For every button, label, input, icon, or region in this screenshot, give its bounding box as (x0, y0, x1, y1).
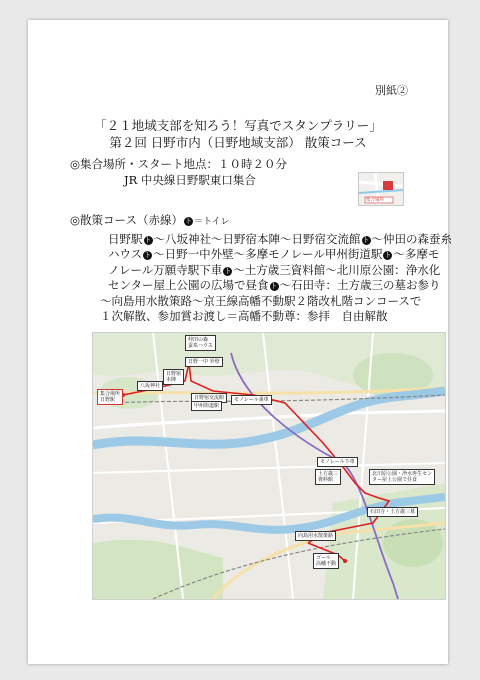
map-label-monorail-board: モノレール乗車 (231, 395, 272, 405)
course-heading-text: ◎散策コース（赤線） (70, 213, 183, 227)
toilet-icon: ト (270, 282, 278, 291)
course-line: 日野駅 ト 〜八坂神社〜日野宿本陣〜日野宿交流館 ト 〜仲田の森蚕糸 (108, 232, 452, 246)
map-label-goal: ゴール 高幡不動 (313, 553, 339, 569)
map-label-koshu-kaido-station: 甲州街道駅 (191, 401, 222, 411)
toilet-icon: ト (224, 266, 232, 275)
meeting-time: ◎集合場所・スタート地点：１０時２０分 (70, 157, 288, 171)
map-label-hijikata-museum: 土方歳三 資料館 (315, 469, 341, 485)
event-subtitle: 第２回 日野市内（日野地域支部） 散策コース (109, 135, 367, 150)
course-description (100, 232, 452, 324)
toilet-icon: ト (144, 251, 152, 260)
annex-label: 別紙② (375, 84, 408, 97)
event-title: 「２１地域支部を知ろう！写真でスタンプラリー」 (94, 118, 382, 133)
course-line: ノレール万願寺駅下車 ト 〜土方歳三資料館〜北川原公園：浄水化 (108, 262, 441, 277)
course-heading (70, 212, 230, 228)
map-label-monorail-alight: モノレール下車 (317, 457, 358, 467)
map-label-honjin: 日野宿 本陣 (163, 369, 184, 385)
map-label-hino-junior-high: 日野一中 外壁 (185, 357, 223, 367)
map-label-meeting-point: 集合場所 日野駅 (97, 389, 123, 405)
map-label-sekidenji: 石田寺・土方歳三墓 (367, 507, 418, 517)
map-label-kitagawara-park: 北川原公園・浄水再生セン ター屋上公園で昼食 (369, 469, 435, 485)
document-page (28, 20, 452, 664)
map-label-nakada-forest: 仲田の森 蚕糸ハウス (185, 335, 216, 351)
toilet-icon: ト (362, 236, 370, 244)
course-line: １次解散、参加賞お渡し＝高幡不動尊：参拝 自由解散 (100, 309, 388, 324)
toilet-icon: ト (184, 217, 192, 225)
course-line: センター屋上公園の広場で昼食 ト 〜石田寺：土方歳三の墓お参り (108, 278, 441, 293)
meeting-place: JR 中央線日野駅東口集合 (124, 173, 256, 187)
course-line: 〜向島用水散策路〜京王線高幡不動駅２階改札階コンコースで (100, 293, 422, 308)
thumbnail-caption: 集合場所 (366, 198, 384, 203)
course-line: ハウス ト 〜日野一中外壁〜多摩モノレール甲州街道駅 ト 〜多摩モ (108, 247, 440, 262)
toilet-icon: ト (384, 251, 392, 260)
toilet-icon: ト (144, 236, 152, 244)
meeting-map-thumbnail (358, 172, 404, 206)
map-label-yasaka-shrine: 八坂神社 (137, 381, 163, 391)
toilet-legend: ＝トイレ (193, 217, 230, 227)
map-label-exchange-hall: 日野宿交流館 (191, 393, 227, 403)
route-map (92, 332, 446, 600)
map-label-mukojima-path: 向島用水散策路 (295, 531, 336, 541)
